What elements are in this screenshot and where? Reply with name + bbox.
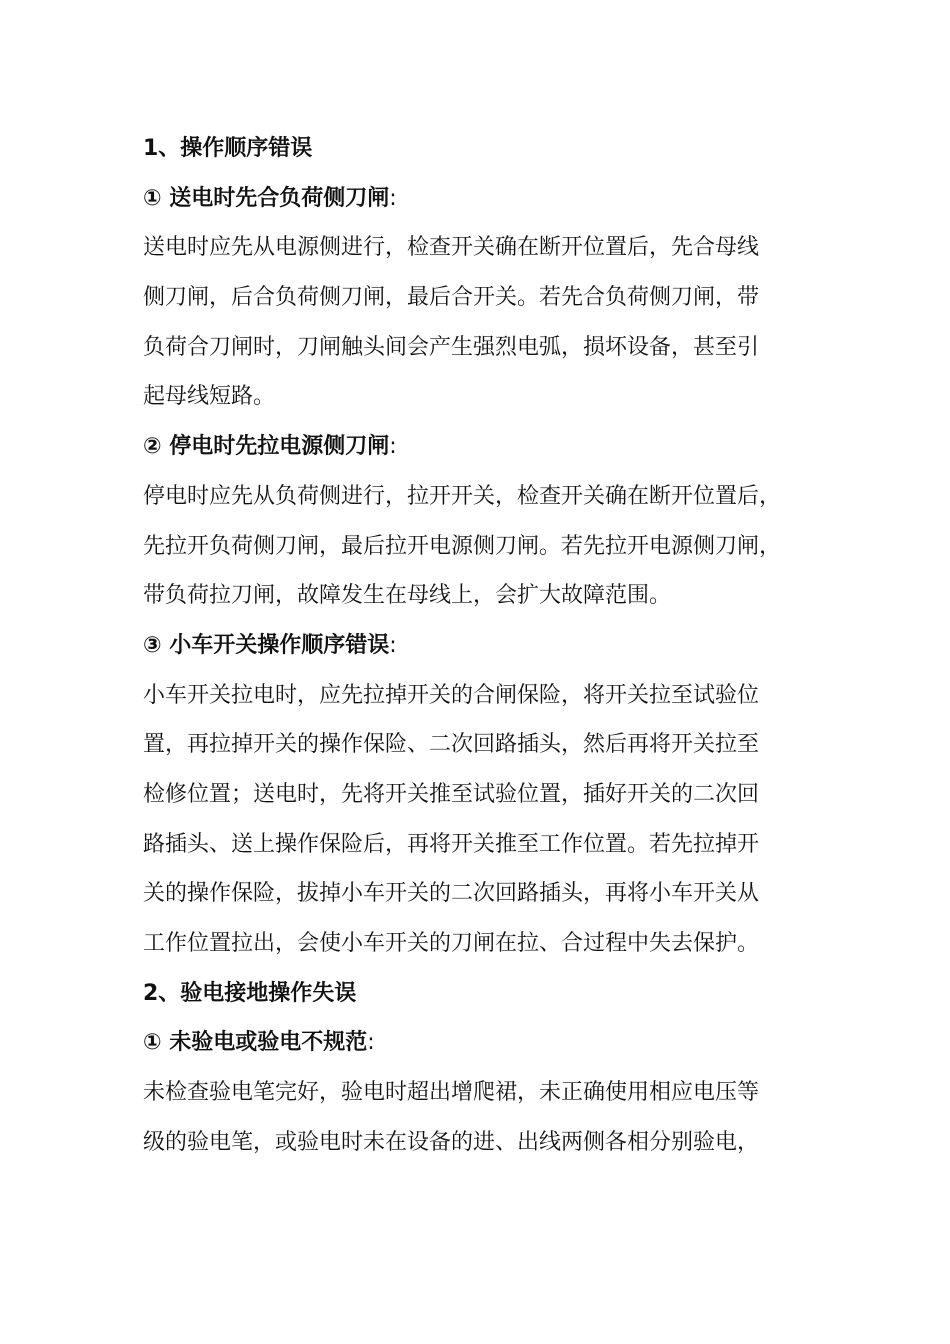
paragraph-line: 工作位置拉出，会使小车开关的刀闸在拉、合过程中失去保护。 [143, 931, 760, 956]
subsection-heading [143, 621, 828, 671]
heading-colon: : [367, 1030, 375, 1056]
paragraph-line: 负荷合刀闸时，刀闸触头间会产生强烈电弧，损坏设备，甚至引 [143, 334, 760, 360]
heading-colon: : [389, 434, 397, 460]
paragraph-line: 小车开关拉电时，应先拉掉开关的合闸保险，将开关拉至试验位 [143, 682, 760, 708]
subsection-heading-text: ① 送电时先合负荷侧刀闸 [143, 185, 390, 211]
heading-colon: : [389, 185, 397, 211]
section-heading: 2、验电接地操作失误 [143, 980, 357, 1006]
document-body [143, 124, 828, 1167]
paragraph-line: 检修位置；送电时，先将开关推至试验位置，插好开关的二次回 [143, 781, 760, 807]
section-heading: 1、操作顺序错误 [143, 136, 313, 161]
paragraph-line: 先拉开负荷侧刀闸，最后拉开电源侧刀闸。若先拉开电源侧刀闸， [143, 533, 782, 559]
subsection-heading [143, 422, 828, 472]
paragraph-line: 路插头、送上操作保险后，再将开关推至工作位置。若先拉掉开 [143, 831, 760, 857]
heading-colon: : [389, 632, 397, 658]
paragraph-line: 置，再拉掉开关的操作保险、二次回路插头，然后再将开关拉至 [143, 732, 760, 758]
subsection-heading-text: ② 停电时先拉电源侧刀闸 [143, 434, 390, 460]
paragraph-line: 停电时应先从负荷侧进行，拉开开关，检查开关确在断开位置后， [143, 483, 782, 509]
subsection-heading-text: ③ 小车开关操作顺序错误 [143, 632, 390, 658]
paragraph-line: 送电时应先从电源侧进行，检查开关确在断开位置后，先合母线 [143, 235, 760, 261]
paragraph-line: 级的验电笔，或验电时未在设备的进、出线两侧各相分别验电， [143, 1129, 760, 1155]
subsection-heading [143, 1018, 828, 1068]
paragraph-line: 起母线短路。 [143, 384, 276, 410]
subsection-heading-text: ① 未验电或验电不规范 [143, 1030, 368, 1056]
paragraph-line: 带负荷拉刀闸，故障发生在母线上，会扩大故障范围。 [143, 583, 672, 609]
paragraph-line: 侧刀闸，后合负荷侧刀闸，最后合开关。若先合负荷侧刀闸，带 [143, 285, 760, 311]
paragraph-line: 未检查验电笔完好，验电时超出增爬裙，未正确使用相应电压等 [143, 1080, 760, 1106]
paragraph-line: 关的操作保险，拔掉小车开关的二次回路插头，再将小车开关从 [143, 881, 760, 907]
subsection-heading [143, 174, 828, 224]
